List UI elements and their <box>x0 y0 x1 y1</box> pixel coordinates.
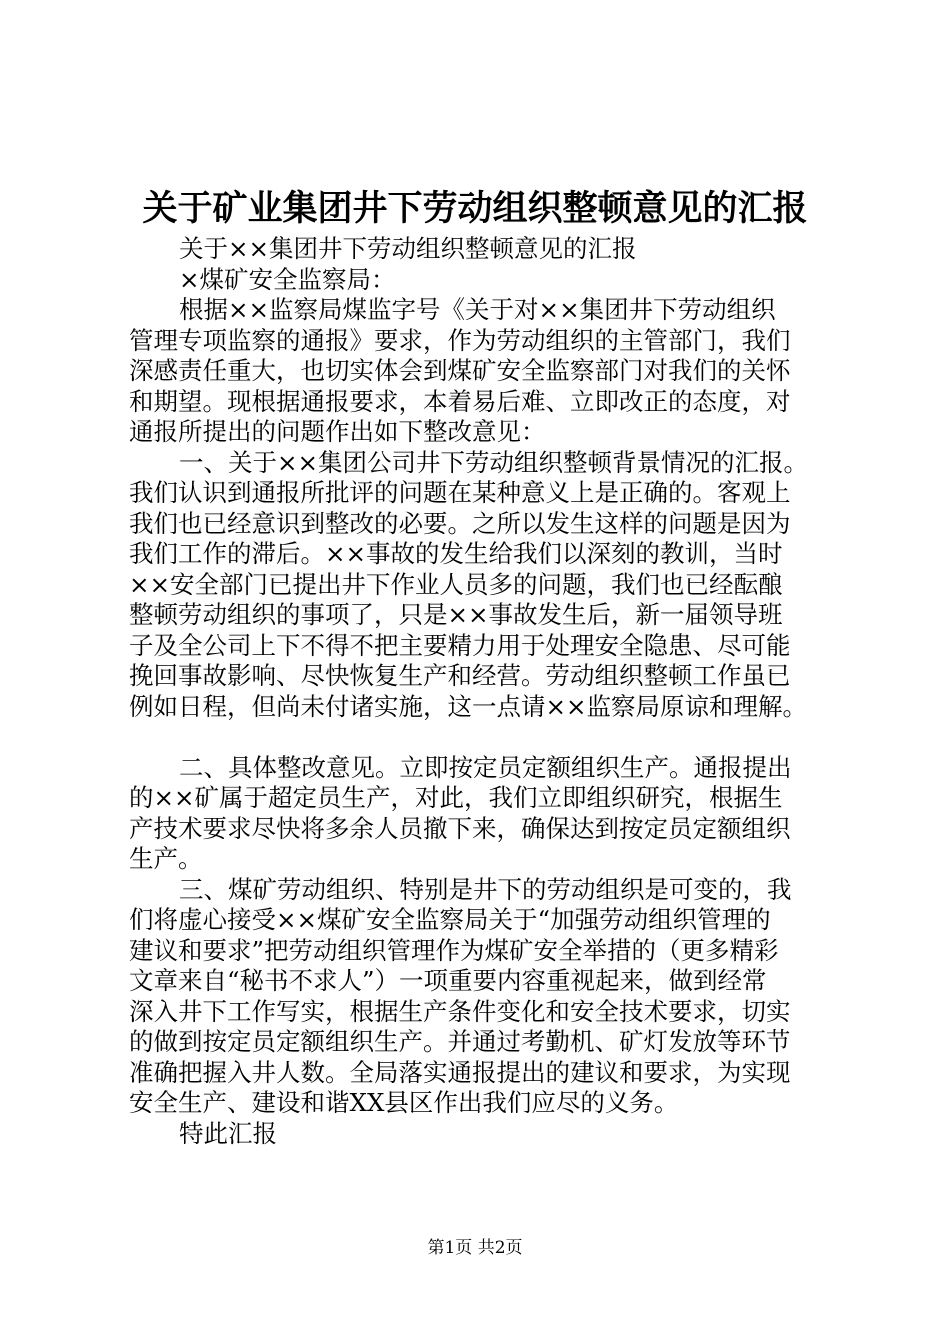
body-line: 的做到按定员定额组织生产。并通过考勤机、矿灯发放等环节 <box>129 1027 791 1056</box>
body-line: ××安全部门已提出井下作业人员多的问题，我们也已经酝酿 <box>129 569 783 599</box>
section-three-heading-line: 三、煤矿劳动组织、特别是井下的劳动组织是可变的，我 <box>179 874 792 904</box>
paragraph-spacer <box>129 722 841 753</box>
body-line: 准确把握入井人数。全局落实通报提出的建议和要求，为实现 <box>129 1057 791 1087</box>
subtitle-line: 关于××集团井下劳动组织整顿意见的汇报 <box>179 234 637 263</box>
body-line: 安全生产、建设和谐XX县区作出我们应尽的义务。 <box>129 1088 679 1117</box>
body-line: 我们认识到通报所批评的问题在某种意义上是正确的。客观上 <box>129 478 791 507</box>
body-line: 子及全公司上下不得不把主要精力用于处理安全隐患、尽可能 <box>129 630 791 660</box>
body-line: 的××矿属于超定员生产，对此，我们立即组织研究，根据生 <box>129 783 783 812</box>
body-line: 文章来自“秘书不求人”）一项重要内容重视起来，做到经常 <box>129 966 767 995</box>
closing-line: 特此汇报 <box>179 1118 277 1148</box>
body-line: 深入井下工作写实，根据生产条件变化和安全技术要求，切实 <box>129 996 791 1026</box>
body-line: 例如日程，但尚未付诸实施，这一点请××监察局原谅和理解。 <box>129 691 808 721</box>
document-title: 关于矿业集团井下劳动组织整顿意见的汇报 <box>142 188 808 229</box>
section-two-heading-line: 二、具体整改意见。立即按定员定额组织生产。通报提出 <box>179 752 792 782</box>
body-line: 通报所提出的问题作出如下整改意见： <box>129 417 546 446</box>
body-line: 挽回事故影响、尽快恢复生产和经营。劳动组织整顿工作虽已 <box>129 661 791 690</box>
body-line: 和期望。现根据通报要求，本着易后难、立即改正的态度，对 <box>129 386 791 416</box>
body-line: 我们也已经意识到整改的必要。之所以发生这样的问题是因为 <box>129 508 791 538</box>
page-footer: 第1页 共2页 <box>427 1238 523 1258</box>
body-line: 管理专项监察的通报》要求，作为劳动组织的主管部门，我们 <box>129 325 791 355</box>
document-body <box>129 234 841 1149</box>
body-line: 建议和要求”把劳动组织管理作为煤矿安全举措的（更多精彩 <box>129 935 779 965</box>
section-one-heading-line: 一、关于××集团公司井下劳动组织整顿背景情况的汇报。 <box>179 447 809 477</box>
body-line: 根据××监察局煤监字号《关于对××集团井下劳动组织 <box>179 295 776 324</box>
salutation-line: ×煤矿安全监察局： <box>179 264 396 294</box>
body-line: 整顿劳动组织的事项了，只是××事故发生后，新一届领导班 <box>129 600 783 629</box>
body-line: 生产。 <box>129 844 203 873</box>
body-line: 产技术要求尽快将多余人员撤下来，确保达到按定员定额组织 <box>129 813 791 843</box>
body-line: 我们工作的滞后。××事故的发生给我们以深刻的教训，当时 <box>129 539 783 568</box>
body-line: 们将虚心接受××煤矿安全监察局关于“加强劳动组织管理的 <box>129 905 771 934</box>
body-line: 深感责任重大，也切实体会到煤矿安全监察部门对我们的关怀 <box>129 356 791 385</box>
